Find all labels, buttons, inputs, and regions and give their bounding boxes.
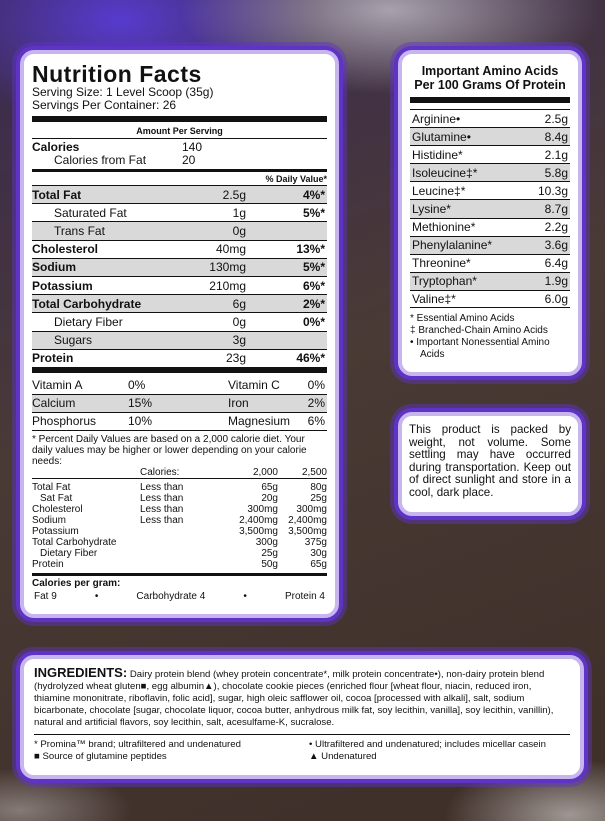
legend-item: ‡ Branched-Chain Amino Acids bbox=[410, 325, 548, 337]
vitamin-value: 15% bbox=[128, 396, 153, 411]
vitamin-value: 10% bbox=[128, 414, 153, 429]
nutrition-facts-title: Nutrition Facts bbox=[32, 61, 202, 87]
nutrient-amount: 0g bbox=[232, 223, 246, 238]
amino-acid-name: Tryptophan* bbox=[412, 274, 477, 289]
nutrient-amount: 6g bbox=[232, 296, 246, 311]
nutrient-row bbox=[32, 185, 327, 203]
calories-from-fat-row bbox=[32, 154, 327, 169]
amino-acid-name: Threonine* bbox=[412, 256, 471, 271]
calories-label: Calories bbox=[32, 140, 80, 154]
nutrient-name: Cholesterol bbox=[32, 242, 99, 257]
nutrient-row bbox=[32, 221, 327, 239]
nutrient-daily-value: 2%* bbox=[302, 296, 325, 311]
vitamin-value: 0% bbox=[128, 377, 146, 392]
ingredients-footnotes bbox=[34, 734, 570, 763]
table-header-row bbox=[32, 467, 327, 479]
table-cell: 50g bbox=[261, 558, 278, 570]
serving-size: Serving Size: 1 Level Scoop (35g) bbox=[32, 85, 214, 99]
footnote-item: ▲ Undenatured bbox=[309, 751, 377, 762]
nutrient-daily-value: 4%* bbox=[302, 187, 325, 202]
table-cell: Less than bbox=[140, 514, 184, 526]
amino-acid-name: Valine‡* bbox=[412, 291, 456, 306]
daily-value-header: % Daily Value* bbox=[265, 174, 327, 184]
table-cell: 2,400mg bbox=[288, 514, 327, 526]
table-cell: Less than bbox=[140, 492, 184, 504]
amino-acid-value: 5.8g bbox=[544, 165, 568, 180]
table-row bbox=[32, 537, 327, 548]
table-cell: 80g bbox=[310, 481, 327, 493]
amino-acid-value: 2.5g bbox=[544, 111, 568, 126]
nutrient-name: Total Carbohydrate bbox=[32, 296, 142, 311]
table-row bbox=[32, 478, 327, 493]
footnotes-right-column bbox=[295, 739, 570, 763]
nutrient-amount: 1g bbox=[232, 205, 246, 220]
calories-value: 140 bbox=[182, 140, 203, 154]
amino-acid-name: Histidine* bbox=[412, 147, 463, 162]
vitamin-row bbox=[32, 376, 327, 394]
nutrient-row bbox=[32, 258, 327, 276]
nutrient-name: Dietary Fiber bbox=[54, 314, 123, 329]
amino-acid-row bbox=[410, 145, 570, 163]
vitamin-name: Phosphorus bbox=[32, 414, 97, 429]
ingredients-list: Dairy protein blend (whey protein concentrate*, milk protein concentrate•), non-dairy protein blend (hydrolyzed wheat gluten■, egg albumin▲), chocolate cookie pieces (enriched flour [wheat flour, niacin, reduced iron, thiamine mononitrate, riboflavin, folic acid], sugar, high oleic safflower oil, cocoa [processed with alkali], salt, sodium bicarbonate, chocolate [sugar, chocolate liquor, cocoa butter, anhydrous milk fat, soy lecithin, vanilla], soy lecithin, vanillin), natural and artificial flavors, soy lecithin, salt, acesulfame-K, sucralose. bbox=[34, 669, 554, 728]
packed-by-weight-panel bbox=[398, 412, 582, 516]
amino-acids-title-line: Per 100 Grams Of Protein bbox=[414, 78, 566, 92]
amino-acid-name: Glutamine• bbox=[412, 129, 471, 144]
amino-acid-name: Arginine• bbox=[412, 111, 461, 126]
bullet-separator: • bbox=[243, 590, 247, 602]
nutrient-amount: 0g bbox=[232, 314, 246, 329]
nutrient-row bbox=[32, 312, 327, 330]
table-cell: Calories: bbox=[140, 466, 180, 478]
amino-acid-name: Isoleucine‡* bbox=[412, 165, 478, 180]
nutrient-name: Trans Fat bbox=[54, 223, 105, 238]
table-row bbox=[32, 548, 327, 559]
amino-acid-name: Phenylalanine* bbox=[412, 238, 493, 253]
amino-acid-value: 8.7g bbox=[544, 202, 568, 217]
table-cell bbox=[140, 559, 218, 570]
nutrient-name: Potassium bbox=[32, 278, 93, 293]
calories-row bbox=[32, 139, 327, 154]
nutrient-row bbox=[32, 203, 327, 221]
ingredients-panel bbox=[20, 655, 584, 779]
calories-per-gram-fat: Fat 9 bbox=[34, 590, 57, 602]
amino-acid-row bbox=[410, 181, 570, 199]
table-cell: 2,400mg bbox=[239, 514, 278, 526]
nutrient-amount: 130mg bbox=[209, 260, 246, 275]
table-cell: Total Carbohydrate bbox=[32, 536, 117, 548]
amino-acids-panel bbox=[398, 50, 582, 376]
table-cell: Sodium bbox=[32, 514, 66, 526]
table-cell: 300mg bbox=[247, 503, 278, 515]
footnote-item: • Ultrafiltered and undenatured; includes micellar casein bbox=[309, 739, 546, 750]
vitamin-name: Magnesium bbox=[228, 414, 291, 429]
amino-acid-name: Leucine‡* bbox=[412, 183, 466, 198]
daily-value-footnote: * Percent Daily Values are based on a 2,000 calorie diet. Your daily values may be higher or lower depending on your calorie needs: bbox=[32, 433, 307, 467]
amino-acid-row bbox=[410, 199, 570, 217]
amino-acids-title-line: Important Amino Acids bbox=[421, 64, 559, 78]
nutrient-row bbox=[32, 294, 327, 312]
nutrient-row bbox=[32, 240, 327, 258]
table-cell: Sat Fat bbox=[40, 492, 73, 504]
legend-item: * Essential Amino Acids bbox=[410, 313, 515, 325]
table-cell bbox=[140, 548, 218, 559]
ingredients-heading: INGREDIENTS: bbox=[34, 665, 128, 680]
nutrition-facts-panel bbox=[20, 50, 339, 618]
amino-acid-name: Lysine* bbox=[412, 202, 451, 217]
amino-acid-row bbox=[410, 109, 570, 127]
amino-acid-row bbox=[410, 254, 570, 272]
calories-from-fat-label: Calories from Fat bbox=[54, 153, 147, 167]
ingredients-text bbox=[34, 667, 570, 729]
divider bbox=[32, 116, 327, 122]
nutrient-daily-value: 0%* bbox=[302, 314, 325, 329]
table-cell: Cholesterol bbox=[32, 503, 83, 515]
table-cell: 2,500 bbox=[301, 466, 327, 478]
footnote-item: ■ Source of glutamine peptides bbox=[34, 751, 167, 762]
vitamin-name: Vitamin A bbox=[32, 377, 83, 392]
calories-per-gram-carbohydrate: Carbohydrate 4 bbox=[136, 590, 206, 602]
table-row bbox=[32, 493, 327, 504]
vitamin-row bbox=[32, 412, 327, 430]
amino-acid-row bbox=[410, 236, 570, 254]
calories-per-gram-label: Calories per gram: bbox=[32, 577, 121, 589]
bullet-separator: • bbox=[94, 590, 99, 602]
nutrient-amount: 40mg bbox=[215, 242, 246, 257]
nutrient-daily-value: 46%* bbox=[296, 351, 325, 366]
nutrient-daily-value: 5%* bbox=[302, 260, 325, 275]
table-cell: 375g bbox=[304, 536, 327, 548]
nutrient-name: Sugars bbox=[54, 333, 93, 348]
table-cell: 20g bbox=[261, 492, 278, 504]
table-row bbox=[32, 504, 327, 515]
calories-per-gram-row bbox=[32, 589, 327, 602]
footnotes-left-column bbox=[34, 739, 295, 763]
amino-acid-value: 2.2g bbox=[544, 220, 568, 235]
divider bbox=[410, 97, 570, 103]
table-cell: 3,500mg bbox=[288, 525, 327, 537]
amino-acid-name: Methionine* bbox=[412, 220, 476, 235]
amino-acid-value: 6.0g bbox=[544, 291, 568, 306]
table-cell: Total Fat bbox=[32, 481, 71, 493]
nutrient-daily-value: 13%* bbox=[296, 242, 325, 257]
table-cell: 2,000 bbox=[252, 466, 278, 478]
amino-acid-row bbox=[410, 127, 570, 145]
nutrient-amount: 23g bbox=[225, 351, 246, 366]
daily-value-reference-table bbox=[32, 467, 327, 570]
amino-acid-row bbox=[410, 218, 570, 236]
divider bbox=[32, 367, 327, 373]
table-row bbox=[32, 526, 327, 537]
table-cell: Less than bbox=[140, 481, 184, 493]
table-row bbox=[32, 559, 327, 570]
amino-acid-row bbox=[410, 290, 570, 308]
calories-per-gram-protein: Protein 4 bbox=[284, 590, 325, 602]
table-cell bbox=[140, 526, 218, 537]
nutrient-row bbox=[32, 349, 327, 367]
table-cell bbox=[32, 467, 140, 479]
amino-acid-value: 6.4g bbox=[544, 256, 568, 271]
amino-acid-row bbox=[410, 163, 570, 181]
vitamin-name: Calcium bbox=[32, 396, 76, 411]
vitamin-value: 0% bbox=[307, 377, 325, 392]
amino-acids-title bbox=[410, 62, 570, 95]
table-cell: 65g bbox=[261, 481, 278, 493]
table-cell bbox=[140, 537, 218, 548]
table-cell: Dietary Fiber bbox=[40, 547, 98, 559]
nutrient-row bbox=[32, 276, 327, 294]
nutrient-name: Protein bbox=[32, 351, 74, 366]
vitamin-name: Vitamin C bbox=[228, 377, 280, 392]
nutrient-daily-value: 5%* bbox=[302, 205, 325, 220]
legend-item: • Important Nonessential Amino Acids bbox=[410, 337, 550, 361]
table-cell: 30g bbox=[310, 547, 327, 559]
table-cell: Potassium bbox=[32, 525, 79, 537]
footnote-item: * Promina™ brand; ultrafiltered and undenatured bbox=[34, 739, 241, 750]
packed-by-weight-text: This product is packed by weight, not volume. Some settling may have occurred during transportation. Keep out of direct sunlight and store in a cool, dark place. bbox=[409, 423, 571, 499]
nutrient-name: Total Fat bbox=[32, 187, 82, 202]
nutrient-daily-value: 6%* bbox=[302, 278, 325, 293]
nutrient-amount: 2.5g bbox=[222, 187, 246, 202]
table-cell: 25g bbox=[310, 492, 327, 504]
table-cell: 300mg bbox=[296, 503, 327, 515]
amino-acid-value: 2.1g bbox=[544, 147, 568, 162]
table-cell: 3,500mg bbox=[239, 525, 278, 537]
amino-acid-value: 8.4g bbox=[544, 129, 568, 144]
vitamin-value: 6% bbox=[307, 414, 325, 429]
table-cell: Less than bbox=[140, 503, 184, 515]
nutrient-name: Sodium bbox=[32, 260, 76, 275]
vitamin-name: Iron bbox=[228, 396, 249, 411]
amino-acid-value: 10.3g bbox=[537, 183, 568, 198]
amino-acids-legend bbox=[410, 308, 570, 361]
nutrient-name: Saturated Fat bbox=[54, 205, 127, 220]
amino-acid-value: 3.6g bbox=[544, 238, 568, 253]
vitamin-row bbox=[32, 394, 327, 412]
nutrient-amount: 210mg bbox=[209, 278, 246, 293]
table-row bbox=[32, 515, 327, 526]
table-cell: 65g bbox=[310, 558, 327, 570]
nutrient-amount: 3g bbox=[232, 333, 246, 348]
calories-from-fat-value: 20 bbox=[182, 153, 196, 167]
amino-acid-row bbox=[410, 272, 570, 290]
table-cell: 300g bbox=[255, 536, 278, 548]
amount-per-serving-label: Amount Per Serving bbox=[136, 126, 223, 136]
table-cell: Protein bbox=[32, 558, 64, 570]
servings-per-container: Servings Per Container: 26 bbox=[32, 98, 177, 112]
amino-acid-value: 1.9g bbox=[544, 274, 568, 289]
vitamin-value: 2% bbox=[307, 396, 325, 411]
nutrient-row bbox=[32, 331, 327, 349]
table-cell: 25g bbox=[261, 547, 278, 559]
